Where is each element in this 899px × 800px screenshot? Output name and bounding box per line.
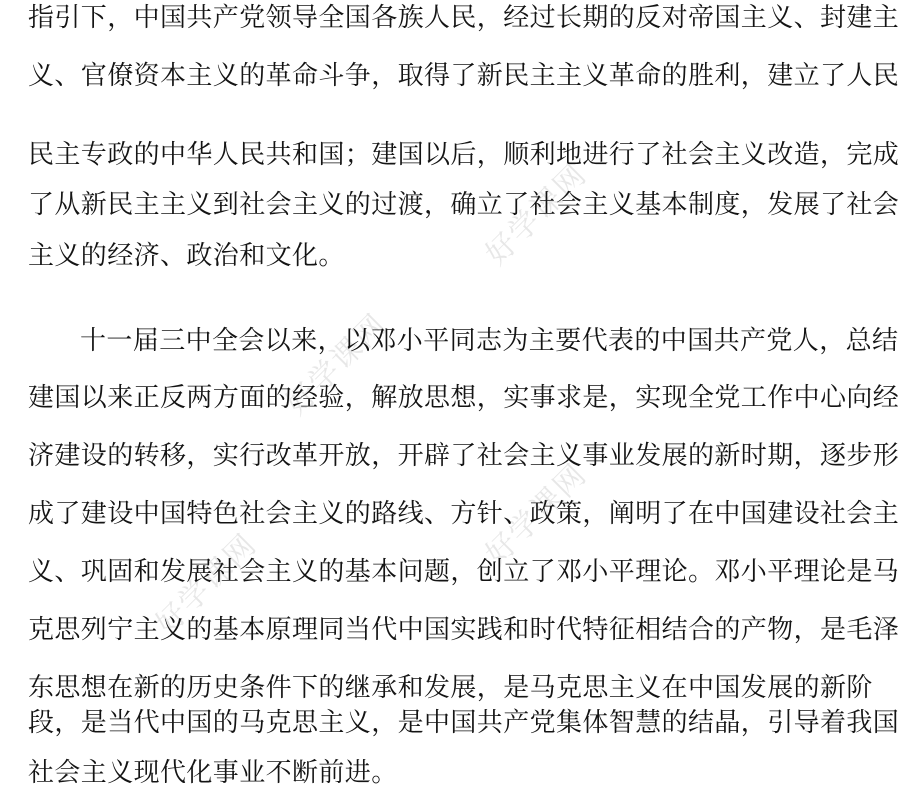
watermark: 好学课网 xyxy=(478,156,595,273)
paragraph-line: 了从新民主主义到社会主义的过渡，确立了社会主义基本制度，发展了社会 xyxy=(28,190,899,220)
paragraph-line: 义、官僚资本主义的革命斗争，取得了新民主主义革命的胜利，建立了人民 xyxy=(28,61,899,91)
paragraph-line: 济建设的转移，实行改革开放，开辟了社会主义事业发展的新时期，逐步形 xyxy=(28,441,899,471)
paragraph-line: 民主专政的中华人民共和国；建国以后，顺利地进行了社会主义改造，完成 xyxy=(28,140,899,170)
paragraph-line: 成了建设中国特色社会主义的路线、方针、政策，阐明了在中国建设社会主 xyxy=(28,499,899,529)
watermark: 好学课网 xyxy=(478,456,595,573)
paragraph-line: 社会主义现代化事业不断前进。 xyxy=(28,758,398,788)
paragraph-line: 指引下，中国共产党领导全国各族人民，经过长期的反对帝国主义、封建主 xyxy=(28,3,899,33)
paragraph-line: 东思想在新的历史条件下的继承和发展，是马克思主义在中国发展的新阶 xyxy=(28,673,873,703)
paragraph-line: 段，是当代中国的马克思主义，是中国共产党集体智慧的结晶，引导着我国 xyxy=(28,708,899,738)
paragraph-line: 建国以来正反两方面的经验，解放思想，实事求是，实现全党工作中心向经 xyxy=(28,383,899,413)
watermark: 好学课网 xyxy=(148,526,265,643)
paragraph-line: 十一届三中全会以来，以邓小平同志为主要代表的中国共产党人，总结 xyxy=(80,326,899,356)
paragraph-line: 克思列宁主义的基本原理同当代中国实践和时代特征相结合的产物，是毛泽 xyxy=(28,615,899,645)
paragraph-line: 主义的经济、政治和文化。 xyxy=(28,241,345,271)
paragraph-line: 义、巩固和发展社会主义的基本问题，创立了邓小平理论。邓小平理论是马 xyxy=(28,557,899,587)
watermark: 好学课网 xyxy=(278,306,395,423)
